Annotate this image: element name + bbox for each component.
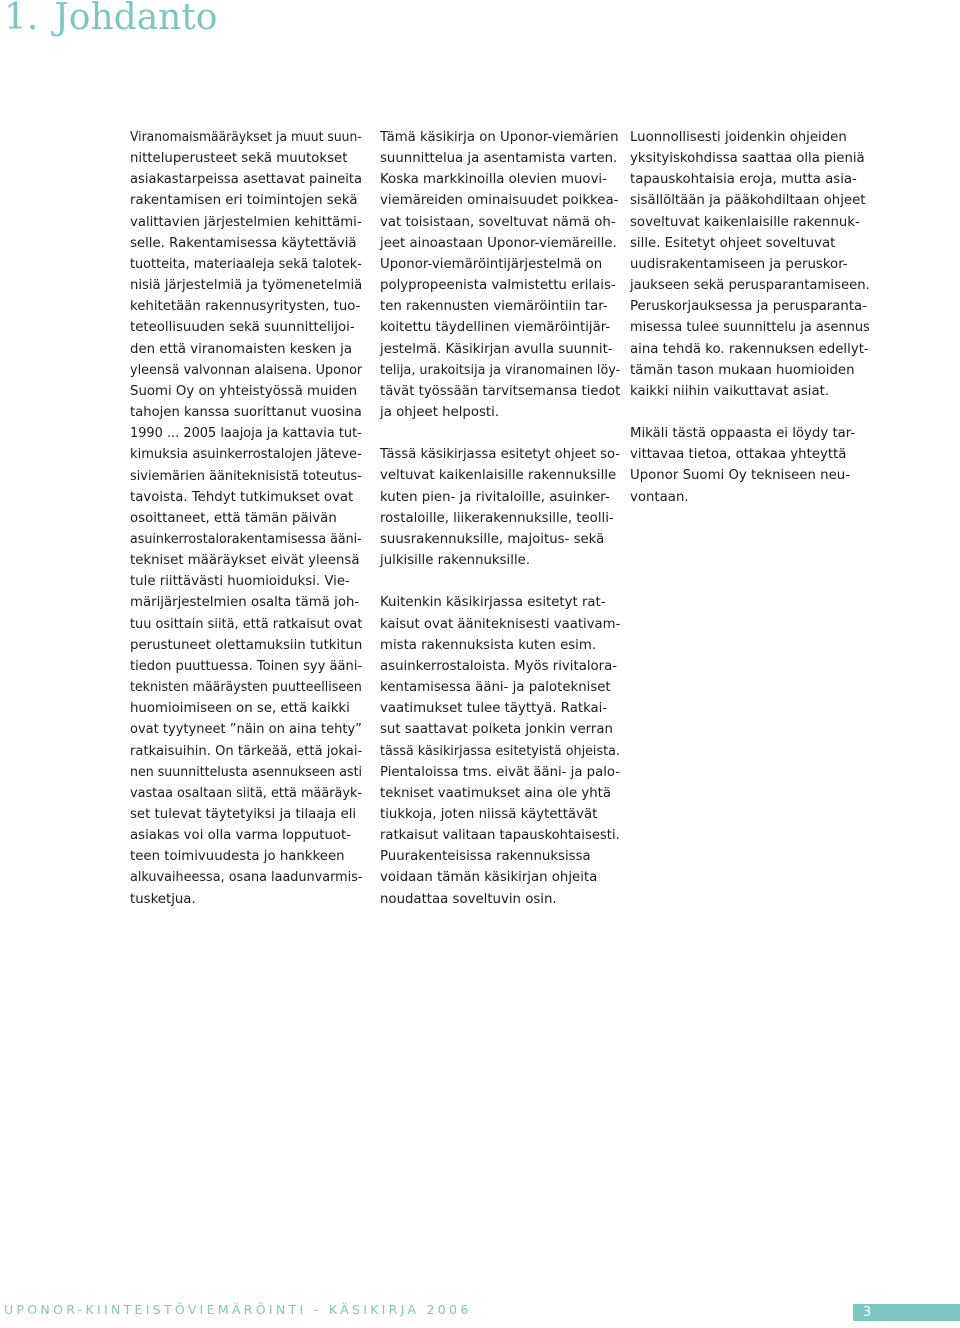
text-line: set tulevat täytetyiksi ja tilaaja eli	[130, 807, 357, 822]
text-line: telija, urakoitsija ja viranomainen löy-	[380, 362, 621, 378]
text-line: jestelmä. Käsikirjan avulla suunnit-	[380, 341, 613, 357]
paragraph	[630, 127, 870, 402]
text-line: rakentamisen eri toimintojen sekä	[130, 193, 358, 209]
text-line: koitettu täydellinen viemäröintijär-	[380, 320, 611, 336]
text-line: polypropeenista valmistettu erilais-	[380, 278, 616, 294]
chapter-number: 1.	[4, 0, 39, 38]
text-line: den että viranomaisten kesken ja	[130, 341, 353, 357]
text-line: asuinkerrostalorakentamisessa ääni-	[130, 531, 362, 547]
text-line: Suomi Oy on yhteistyössä muiden	[130, 383, 358, 399]
text-line: tämän tason mukaan huomioiden	[630, 362, 855, 378]
paragraph	[380, 444, 620, 571]
text-line: asuinkerrostaloista. Myös rivitalora-	[380, 658, 618, 674]
text-line: kaikki niihin vaikuttavat asiat.	[630, 383, 830, 399]
text-line: selle. Rakentamisessa käytettäviä	[130, 235, 357, 251]
paragraph	[630, 423, 870, 508]
text-line: teen toimivuudesta jo hankkeen	[130, 849, 345, 865]
text-line: valittavien järjestelmien kehittämi-	[130, 214, 362, 230]
page-number-badge	[853, 1304, 960, 1321]
text-line: viemäreiden ominaisuudet poikkea-	[380, 193, 619, 209]
text-line: ratkaisuihin. On tärkeää, että jokai-	[130, 743, 363, 759]
chapter-heading	[4, 0, 217, 42]
text-line: ten rakennusten viemäröintiin tar-	[380, 299, 608, 315]
text-column-2	[380, 127, 620, 910]
text-line: Pientaloissa tms. eivät ääni- ja palo-	[380, 764, 620, 780]
text-line: ja ohjeet helposti.	[380, 405, 500, 421]
text-line: märijärjestelmien osalta tämä joh-	[130, 595, 360, 611]
text-line: Koska markkinoilla olevien muovi-	[380, 172, 607, 188]
text-line: siviemärien ääniteknisistä toteutus-	[130, 468, 362, 484]
text-line: huomioimiseen on se, että kaikki	[130, 701, 350, 717]
text-line: tuotteita, materiaaleja sekä talotek-	[130, 256, 362, 272]
text-line: sisällöltään ja pääkohdiltaan ohjeet	[630, 193, 866, 209]
text-line: tävät työssään tarvitsemansa tiedot	[380, 383, 621, 399]
text-line: Luonnollisesti joidenkin ohjeiden	[630, 130, 847, 145]
text-line: mista rakennuksista kuten esim.	[380, 637, 597, 653]
text-line: Uponor Suomi Oy tekniseen neu-	[630, 468, 850, 484]
text-line: teteollisuuden sekä suunnittelijoi-	[130, 320, 355, 336]
paragraph	[130, 127, 362, 910]
text-line: suunnittelua ja asentamista varten.	[380, 151, 618, 167]
text-line: perustuneet olettamuksiin tutkitun	[130, 637, 363, 653]
page-number: 3	[863, 1305, 872, 1320]
text-line: jaukseen sekä perusparantamiseen.	[630, 278, 870, 294]
text-line: tavoista. Tehdyt tutkimukset ovat	[130, 489, 354, 505]
text-line: Mikäli tästä oppaasta ei löydy tar-	[630, 426, 856, 442]
paragraph	[380, 592, 620, 909]
chapter-title: Johdanto	[54, 0, 218, 38]
text-line: vontaan.	[630, 489, 689, 505]
text-line: jeet ainoastaan Uponor-viemäreille.	[380, 235, 617, 251]
text-line: sille. Esitetyt ohjeet soveltuvat	[630, 235, 836, 251]
text-line: Puurakenteisissa rakennuksissa	[380, 849, 591, 865]
text-line: kimuksia asuinkerrostalojen jäteve-	[130, 447, 362, 463]
text-line: Tämä käsikirja on Uponor-viemärien	[380, 130, 619, 145]
text-line: nisiä järjestelmiä ja työmenetelmiä	[130, 278, 363, 294]
text-line: tapauskohtaisia eroja, mutta asia-	[630, 172, 857, 188]
text-line: nen suunnittelusta asennukseen asti	[130, 764, 363, 780]
text-line: kehitetään rakennusyritysten, tuo-	[130, 299, 361, 315]
text-line: yleensä valvonnan alaisena. Uponor	[130, 362, 363, 378]
text-line: alkuvaiheessa, osana laadunvarmis-	[130, 870, 363, 886]
text-line: julkisille rakennuksille.	[380, 553, 531, 569]
text-line: Uponor-viemäröintijärjestelmä on	[380, 256, 603, 272]
text-line: yksityiskohdissa saattaa olla pieniä	[630, 151, 865, 167]
text-line: Viranomaismääräykset ja muut suun-	[130, 130, 362, 145]
text-line: vastaa osaltaan siitä, että määräyk-	[130, 785, 363, 801]
text-line: nitteluperusteet sekä muutokset	[130, 151, 348, 167]
text-line: Kuitenkin käsikirjassa esitetyt rat-	[380, 595, 606, 611]
text-line: vaatimukset tulee täyttyä. Ratkai-	[380, 701, 608, 717]
text-line: tiukkoja, joten niissä käytettävät	[380, 806, 598, 822]
text-line: tahojen kanssa suorittanut vuosina	[130, 405, 362, 421]
text-line: kuten pien- ja rivitaloille, asuinker-	[380, 489, 610, 505]
text-line: veltuvat kaikenlaisille rakennuksille	[380, 468, 617, 484]
text-line: uudisrakentamiseen ja peruskor-	[630, 256, 848, 272]
text-line: vittavaa tietoa, ottakaa yhteyttä	[630, 447, 847, 463]
text-line: tiedon puuttuessa. Toinen syy ääni-	[130, 658, 363, 674]
text-line: asiakas voi olla varma lopputuot-	[130, 828, 352, 844]
text-line: asiakastarpeissa asettavat paineita	[130, 172, 363, 188]
text-line: teknisten määräysten puutteelliseen	[130, 680, 362, 696]
text-line: ovat tyytyneet ”näin on aina tehty”	[130, 722, 362, 738]
text-line: 1990 ... 2005 laajoja ja kattavia tut-	[130, 426, 362, 442]
footer-running-title: UPONOR-KIINTEISTÖVIEMÄRÖINTI - KÄSIKIRJA 2006	[4, 1302, 472, 1317]
text-line: tekniset määräykset eivät yleensä	[130, 553, 360, 569]
text-line: ratkaisut valitaan tapauskohtaisesti.	[380, 828, 620, 844]
text-line: soveltuvat kaikenlaisille rakennuk-	[630, 214, 860, 230]
text-line: aina tehdä ko. rakennuksen edellyt-	[630, 341, 869, 357]
text-line: Tässä käsikirjassa esitetyt ohjeet so-	[380, 447, 621, 463]
text-line: tässä käsikirjassa esitetyistä ohjeista.	[380, 743, 620, 759]
text-column-1	[130, 127, 362, 910]
text-line: sut saattavat poiketa jonkin verran	[380, 722, 613, 738]
text-line: Peruskorjauksessa ja perusparanta-	[630, 299, 867, 315]
text-line: suusrakennuksille, majoitus- sekä	[380, 531, 605, 547]
text-line: voidaan tämän käsikirjan ohjeita	[380, 870, 598, 886]
text-line: tekniset vaatimukset aina ole yhtä	[380, 785, 612, 801]
text-line: misessa tulee suunnittelu ja asennus	[630, 320, 870, 336]
text-line: noudattaa soveltuvin osin.	[380, 891, 557, 907]
paragraph	[380, 127, 620, 423]
text-line: tusketjua.	[130, 891, 196, 907]
text-line: rostaloille, liikerakennuksille, teolli-	[380, 510, 614, 526]
text-column-3	[630, 127, 870, 508]
text-line: tule riittävästi huomioiduksi. Vie-	[130, 574, 350, 590]
text-line: kaisut ovat ääniteknisesti vaativam-	[380, 616, 621, 632]
text-line: kentamisessa ääni- ja palotekniset	[380, 680, 611, 696]
text-line: tuu osittain siitä, että ratkaisut ovat	[130, 616, 363, 632]
text-line: vat toisistaan, soveltuvat nämä oh-	[380, 214, 616, 230]
text-line: osoittaneet, että tämän päivän	[130, 510, 337, 526]
